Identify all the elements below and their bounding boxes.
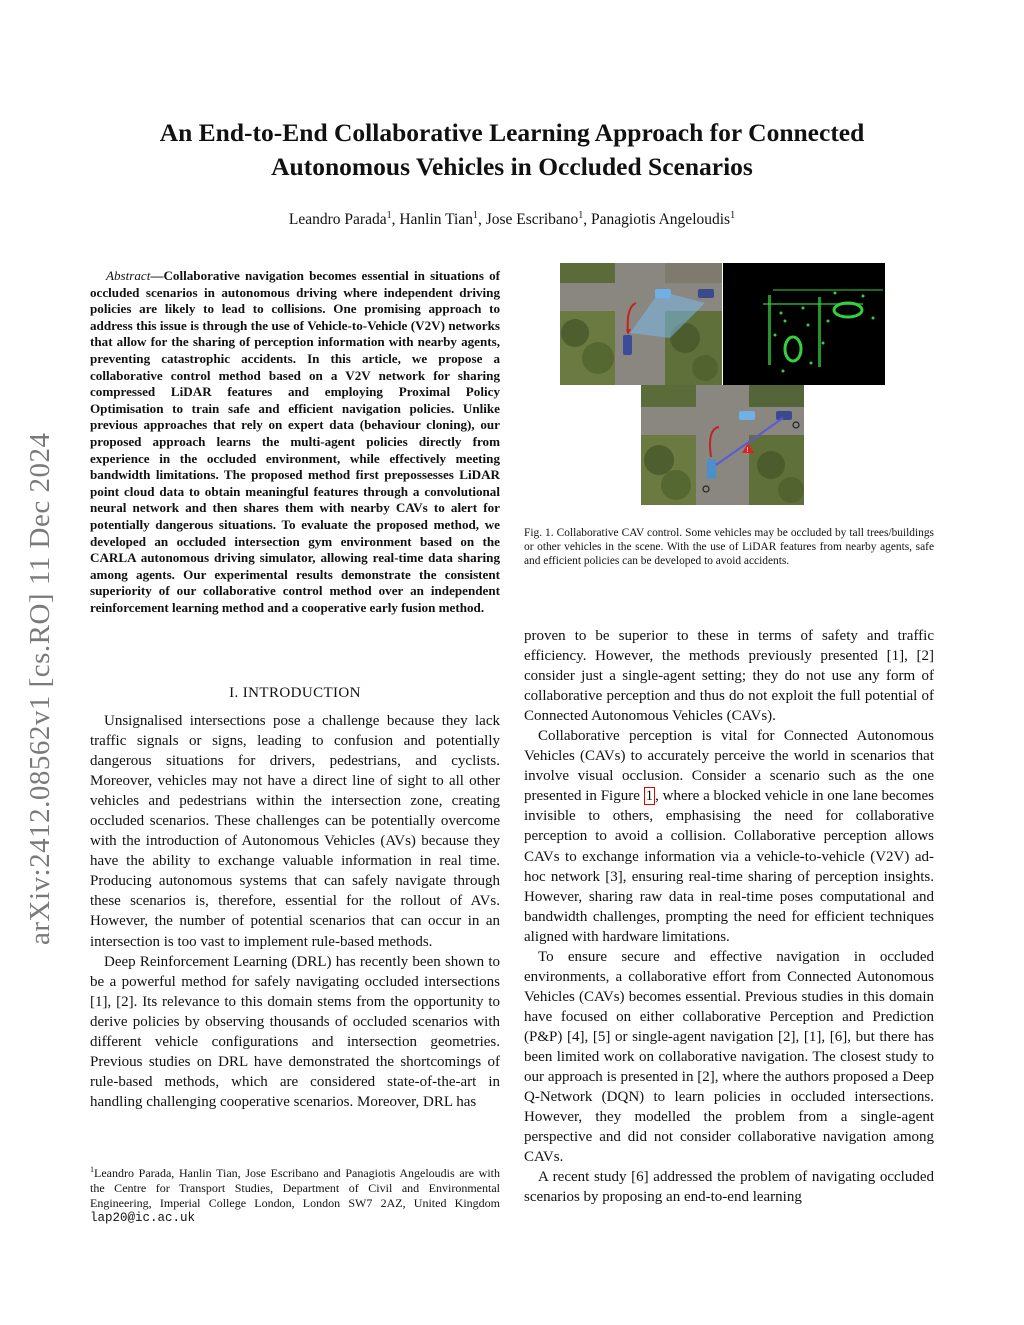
paragraph: proven to be superior to these in terms of safety and traffic efficiency. However, the methods previously presented [1], [2] consider just a single-agent setting; they do not use any form of collaborative perception and thus do not exploit the full potential of Connected Autonomous Vehicles (CAVs). <box>524 628 934 725</box>
author-affiliation-mark: 1 <box>386 210 392 221</box>
footnote-email: lap20@ic.ac.uk <box>90 1211 196 1226</box>
lidar-point-cloud-image <box>723 263 885 385</box>
author-affiliation-mark: 1 <box>730 210 736 221</box>
paragraph: Deep Reinforcement Learning (DRL) has recently been shown to be a powerful method for safely navigating occluded intersections [1], [2]. Its relevance to this domain stems from the opportunity to derive policies by observing thousands of occluded scenarios with different vehicle configurations and intersection geometries. Previous studies on DRL have demonstrated the shortcomings of rule-based methods, which are considered state-of-the-art in handling challenging cooperative scenarios. Moreover, DRL has <box>90 953 500 1110</box>
section-heading-introduction: I. INTRODUCTION <box>229 685 361 701</box>
figure-caption: Fig. 1. Collaborative CAV control. Some vehicles may be occluded by tall trees/buildings or other vehicles in the scene. With the use of LiDAR features from nearby agents, safe and efficient policies can be developed to avoid accidents. <box>524 527 934 568</box>
footnote-text: Leandro Parada, Hanlin Tian, Jose Escribano and Panagiotis Angeloudis are with the Centre for Transport Studies, Department of Civil and Environmental Engineering, Imperial College London, London SW7 2AZ, United Kingdom <box>90 1166 500 1210</box>
paragraph-text: Collaborative perception is vital for Connected Autonomous Vehicles (CAVs) to accurately perceive the world in scenarios that involve visual occlusion. Consider a scenario such as the one presented in Figure <box>524 728 934 805</box>
footnote <box>90 1163 500 1226</box>
arxiv-identifier: arXiv:2412.08562v1 [cs.RO] 11 Dec 2024 <box>24 432 56 945</box>
figure-panel-top-left <box>560 263 722 385</box>
paragraph: Unsignalised intersections pose a challenge because they lack traffic signals or signs, leading to confusion and potentially dangerous situations for drivers, pedestrians, and cyclists. Moreover, vehicles may not have a direct line of sight to all other vehicles and pedestrians within the intersection zone, creating occluded scenarios. These challenges can be potentially overcome with the introduction of Autonomous Vehicles (AVs) because they have the ability to exchange valuable information in real time. Producing autonomous systems that can safely navigate through these scenarios is, therefore, essential for the rollout of AVs. However, the number of potential scenarios that can occur in an intersection is too vast to implement rule-based methods. <box>90 713 500 950</box>
author: Panagiotis Angeloudis <box>591 211 731 229</box>
author: Leandro Parada <box>288 211 387 229</box>
figure-panel-bottom <box>641 385 804 505</box>
abstract <box>90 268 500 616</box>
author-list: Leandro Parada$^1$, Hanlin Tian$^1$, Jose Escribano$^1$, Panagiotis Angeloudis$^1$ <box>288 210 736 229</box>
paragraph: To ensure secure and effective navigation in occluded environments, a collaborative effort from Connected Autonomous Vehicles (CAVs) becomes essential. Previous studies in this domain have focused on either collaborative Perception and Prediction (P&P) [4], [5] or single-agent navigation [2], [1], [6], but there has been limited work on collaborative navigation. The closest study to our approach is presented in [2], where the authors proposed a Deep Q-Network (DQN) to learn policies in occluded intersections. However, they modelled the problem from a single-agent perspective and did not consider collaborative navigation among CAVs. <box>524 948 934 1166</box>
figure-panel-lidar <box>723 263 885 385</box>
intro-right-column <box>524 626 934 1207</box>
paragraph-text: , where a blocked vehicle in one lane becomes invisible to others, emphasising the need for collaborative perception to avoid a collision. Collaborative perception allows CAVs to exchange information via a vehicle-to-vehicle (V2V) ad-hoc network [3], ensuring real-time sharing of perception insights. However, sharing raw data in real-time poses computational and bandwidth challenges, prompting the need for efficient techniques aligned with hardware limitations. <box>524 788 934 945</box>
abstract-text: Collaborative navigation becomes essential in situations of occluded scenarios in autonomous driving where independent driving policies are likely to lead to collisions. One promising approach to address this issue is through the use of Vehicle-to-Vehicle (V2V) networks that allow for the sharing of perception information with nearby agents, preventing catastrophic accidents. In this article, we propose a collaborative control method based on a V2V network for sharing compressed LiDAR features and employing Proximal Policy Optimisation to train safe and efficient navigation policies. Unlike previous approaches that rely on expert data (behaviour cloning), our proposed approach learns the multi-agent policies directly from experience in the occluded environment, while effectively meeting bandwidth limitations. The proposed method first prepossesses LiDAR point cloud data to obtain meaningful features through a convolutional neural network and then shares them with nearby CAVs to alert for potentially dangerous situations. To evaluate the proposed method, we developed an occluded intersection gym environment based on the CARLA autonomous driving simulator, allowing real-time data sharing among agents. Our experimental results demonstrate the consistent superiority of our collaborative control method over an independent reinforcement learning method and a cooperative early fusion method. <box>90 268 500 615</box>
svg-text:!: ! <box>746 446 749 454</box>
paragraph: A recent study [6] addressed the problem of navigating occluded scenarios by proposing an end-to-end learning <box>524 1169 934 1206</box>
footnote-mark: 1 <box>90 1165 94 1174</box>
intro-left-column <box>90 711 500 1112</box>
intersection-scene-image <box>560 263 722 385</box>
title-line-2: Autonomous Vehicles in Occluded Scenarios <box>271 152 753 181</box>
abstract-label: Abstract <box>106 268 151 283</box>
paper-title <box>100 116 924 184</box>
author-affiliation-mark: 1 <box>578 210 584 221</box>
author: Jose Escribano <box>485 211 579 229</box>
author-affiliation-mark: 1 <box>472 210 478 221</box>
collaborative-scene-image <box>641 385 804 505</box>
figure-reference-link[interactable]: 1 <box>645 788 654 805</box>
abstract-dash: — <box>150 268 164 283</box>
paragraph <box>524 726 934 947</box>
title-line-1: An End-to-End Collaborative Learning Approach for Connected <box>159 118 865 147</box>
author: Hanlin Tian <box>399 211 473 229</box>
